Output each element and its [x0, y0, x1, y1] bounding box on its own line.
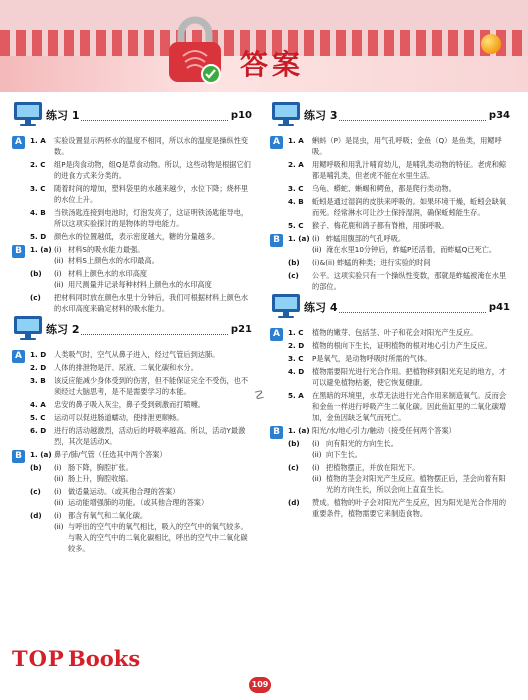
sub-answer	[54, 497, 252, 508]
sub-answer-label: (i)	[312, 439, 320, 448]
section-header	[12, 104, 252, 130]
section-tag-b: B	[12, 245, 25, 258]
question-number: 1. A	[30, 136, 46, 145]
answer-block	[270, 135, 510, 231]
sub-answer	[54, 486, 252, 497]
answer-block	[12, 135, 252, 242]
sub-answer-text: 都含有氧气和二氧化碳。	[68, 511, 148, 520]
sub-answer-text: 与呼出的空气中的氧气相比，吸入的空气中的氧气较多。与吸入的空气中的二氧化碳相比，呼出的空气中二氧化碳较多。	[68, 522, 248, 553]
question-number: (c)	[30, 293, 41, 302]
section-tag-a: A	[12, 350, 25, 363]
sub-answer-label: (ii)	[312, 450, 322, 459]
answer-text: 公平。这项实验只有一个操纵性变数，那就是蚱蜢被淹在水里的部位。	[312, 271, 507, 291]
orange-ball-icon	[481, 34, 501, 54]
answer-text: 当铁汤匙连接到电池时，灯泡发亮了，这证明铁汤匙能导电，所以这项实验探讨的是物体的导电能力。	[54, 208, 249, 228]
question-number: 1. (a)	[288, 234, 310, 243]
section-tag-b: B	[12, 450, 25, 463]
answer-item	[30, 183, 252, 205]
sub-answer-label: (ii)	[54, 280, 64, 289]
section-tag-a: A	[12, 136, 25, 149]
sub-answer	[54, 279, 252, 290]
question-number: (b)	[288, 258, 300, 267]
sub-answer	[54, 268, 252, 279]
topbooks-logo	[12, 642, 142, 682]
answer-text: 鼻子/肺/气管（任选其中两个答案）	[54, 450, 167, 459]
question-number: 1. C	[288, 328, 304, 337]
question-number: 2. C	[30, 160, 46, 169]
question-number: 1. A	[288, 136, 304, 145]
section-tag-b: B	[270, 234, 283, 247]
sub-answer-label: (i)	[54, 463, 62, 472]
question-number: 3. B	[30, 376, 46, 385]
sub-answer-label: (i)	[54, 511, 62, 520]
page-number: 109	[249, 677, 271, 693]
sub-answer	[54, 255, 252, 266]
question-number: 4. D	[288, 367, 305, 376]
answer-item	[288, 220, 510, 231]
answer-block	[12, 449, 252, 554]
sub-answer-text: 把植物摆正，并放在阳光下。	[326, 463, 420, 472]
answer-text: 植物的嫩芽、包括茎、叶子和花会对阳光产生反应。	[312, 328, 478, 337]
sub-answer-label: (ii)	[54, 256, 64, 265]
question-number: 5. C	[30, 413, 46, 422]
sub-answer-text: 肠上升，胸腔收缩。	[68, 474, 133, 483]
header-banner	[0, 0, 528, 92]
section-header	[270, 104, 510, 130]
answer-item	[30, 462, 252, 484]
answer-text: 该反应能减少身体受到的伤害，但不能保证完全不受伤，也不须经过大脑思考，是不是需要学习的本能。	[54, 376, 249, 396]
sub-answer	[312, 449, 510, 460]
answer-item	[30, 135, 252, 157]
answer-item	[30, 362, 252, 373]
sub-answer-text: 运动能增强肺的功能。（或其他合理的答案）	[68, 498, 209, 507]
sub-answer	[312, 473, 510, 495]
answer-text: 人体的排泄物是汗、尿液、二氧化碳和水分。	[54, 363, 198, 372]
answer-item	[30, 412, 252, 423]
answer-item	[30, 486, 252, 508]
sub-answer	[312, 438, 510, 449]
sub-answer-label: (i)	[312, 234, 320, 243]
question-number: 4. A	[30, 400, 46, 409]
sub-answer	[54, 510, 252, 521]
sub-answer-label: (ii)	[54, 522, 64, 531]
question-number: (c)	[288, 271, 299, 280]
sub-answer	[54, 473, 252, 484]
sub-answer-text: 蚱蜢用腹部的气孔呼吸。	[326, 234, 406, 243]
answer-text: 运动可以促进肠道蠕动，使排泄更顺畅。	[54, 413, 184, 422]
logo-top: TOP	[12, 646, 65, 671]
section-title: 练习 1	[46, 109, 80, 122]
section-page: p41	[488, 302, 510, 313]
answer-item	[288, 159, 510, 181]
section-title: 练习 2	[46, 323, 80, 336]
answer-item	[30, 449, 252, 460]
question-number: 5. C	[288, 221, 304, 230]
answer-text: 颜色水的位置越低，表示密度越大，糖的分量越多。	[54, 232, 220, 241]
answer-item	[30, 425, 252, 447]
question-number: 1. (a)	[288, 426, 310, 435]
question-number: 1. D	[30, 350, 47, 359]
question-number: 4. B	[288, 197, 304, 206]
question-number: 1. (a)	[30, 450, 52, 459]
question-number: 2. A	[288, 160, 304, 169]
answer-block	[12, 349, 252, 447]
answer-text: 实验设置显示两杯水的温度不相同，所以水的温度是操纵性变数。	[54, 136, 249, 156]
monitor-icon	[12, 100, 44, 128]
answer-item	[288, 366, 510, 388]
sub-answer-text: 材料S上颜色水的水印最高。	[68, 256, 159, 265]
answer-text: 蝌蚪（P）是昆虫，用气孔呼吸；金鱼（Q）是鱼类，用鳃呼吸。	[312, 136, 502, 156]
question-number: 3. C	[288, 354, 304, 363]
answer-item	[288, 196, 510, 218]
sub-answer	[54, 462, 252, 473]
question-number: 3. C	[288, 184, 304, 193]
padlock-icon	[163, 12, 227, 86]
question-number: 5. A	[288, 391, 304, 400]
sub-answer-text: 向有阳光的方向生长。	[326, 439, 398, 448]
sub-answer	[312, 233, 510, 244]
answer-item	[288, 135, 510, 157]
answer-item	[30, 510, 252, 554]
answer-text: 乌龟、蟒蛇、蜥蜴和鳄鱼，都是爬行类动物。	[312, 184, 456, 193]
page-title: 答案	[240, 48, 305, 81]
answer-item	[288, 497, 510, 519]
answer-item	[288, 270, 510, 292]
answer-item	[288, 257, 510, 268]
monitor-icon	[270, 292, 302, 320]
section-page: p10	[230, 110, 252, 121]
answer-text: P是氧气，是动物呼吸时所需的气体。	[312, 354, 432, 363]
answer-text: 进行的活动越激烈，活动后的呼吸率越高。所以，活动Y最激烈，其次是活动X。	[54, 426, 246, 446]
answer-item	[288, 233, 510, 255]
question-number: 2. D	[30, 363, 47, 372]
answer-text: 阳光/水/地心引力/触动（接受任何两个答案）	[312, 426, 456, 435]
answer-item	[288, 438, 510, 460]
answer-text: 蚯蚓是通过湿润的皮肤来呼吸的。如果环境干燥，蚯蚓会缺氧而死。经常淋水可让沙土保持湿润，确保蚯蚓能生存。	[312, 197, 507, 217]
answer-text: 组P是肉食动物，组Q是草食动物。所以，这些动物是根据它们的进食方式来分类的。	[54, 160, 251, 180]
answer-item	[288, 353, 510, 364]
question-number: 1. (a)	[30, 245, 52, 254]
question-number: (c)	[30, 487, 41, 496]
answer-item	[30, 207, 252, 229]
answer-text: (i)&(ii) 蚱蜢的种类；进行实验的时间	[312, 258, 431, 267]
logo-books: Books	[68, 646, 141, 671]
sub-answer-label: (ii)	[54, 474, 64, 483]
sub-answer-label: (ii)	[54, 498, 64, 507]
section-tag-a: A	[270, 328, 283, 341]
answer-item	[288, 425, 510, 436]
question-number: (d)	[288, 498, 300, 507]
answer-block	[270, 233, 510, 292]
sub-answer-text: 植物的茎会对阳光产生反应。植物摆正后，茎会向着有阳光的方向生长，所以会向上直直生长。	[326, 474, 506, 494]
question-number: 5. D	[30, 232, 47, 241]
sub-answer-label: (i)	[54, 269, 62, 278]
question-number: (c)	[288, 463, 299, 472]
section-tag-a: A	[270, 136, 283, 149]
sub-answer-label: (i)	[312, 463, 320, 472]
section-header	[12, 318, 252, 344]
answer-text: 植物需要阳光进行光合作用。把植物移到阳光充足的地方，才可以避免植物枯萎，使它恢复健康。	[312, 367, 507, 387]
sub-answer-text: 做适量运动。（或其他合理的答案）	[68, 487, 180, 496]
sub-answer-label: (i)	[54, 487, 62, 496]
sub-answer-text: 向下生长。	[326, 450, 362, 459]
answer-item	[288, 183, 510, 194]
answer-item	[288, 390, 510, 423]
answer-text: 把材料同时放在颜色水里十分钟后，我们可根据材料上颜色水的水印高度来确定材料的吸水能力。	[54, 293, 249, 313]
sub-answer	[54, 244, 252, 255]
answer-block	[270, 327, 510, 423]
answer-text: 在黑暗的环境里，水草无法进行光合作用来制造氧气。反而会和金鱼一样进行呼吸产生二氧化碳。因此鱼缸里的二氧化碳增加，金鱼因缺乏氧气而死亡。	[312, 391, 507, 422]
question-number: (b)	[288, 439, 300, 448]
question-number: 3. C	[30, 184, 46, 193]
section-header	[270, 296, 510, 322]
sub-answer-label: (i)	[54, 245, 62, 254]
sub-answer-text: 材料S的吸水能力最强。	[68, 245, 145, 254]
monitor-icon	[270, 100, 302, 128]
section-title: 练习 4	[304, 301, 338, 314]
answer-item	[30, 231, 252, 242]
answer-text: 植物的根向下生长，证明植物的根对地心引力产生反应。	[312, 341, 492, 350]
question-number: 2. D	[288, 341, 305, 350]
question-number: (b)	[30, 269, 42, 278]
question-number: (d)	[30, 511, 42, 520]
sub-answer-text: 材料上颜色水的水印高度	[68, 269, 148, 278]
answer-item	[30, 159, 252, 181]
answer-item	[30, 268, 252, 290]
section-page: p34	[488, 110, 510, 121]
answer-text: 人类吸气时，空气从鼻子进入，经过气管后到达肺。	[54, 350, 220, 359]
sub-answer-label: (ii)	[312, 474, 322, 483]
sub-answer-text: 淹在水里10分钟后，蚱蜢P还活着，而蚱蜢Q已死亡。	[326, 245, 497, 254]
answer-text: 用鳃呼吸和用乳汁哺育幼儿，是哺乳类动物的特征。老虎和鲸都是哺乳类，但老虎不能在水里生活。	[312, 160, 507, 180]
answer-item	[30, 244, 252, 266]
right-column	[270, 100, 510, 521]
scribble-icon: ☡	[254, 388, 265, 402]
answer-item	[30, 375, 252, 397]
question-number: 4. B	[30, 208, 46, 217]
section-tag-b: B	[270, 426, 283, 439]
answer-block	[12, 244, 252, 314]
question-number: 6. D	[30, 426, 47, 435]
sub-answer-text: 用尺测量并记录每种材料上颜色水的水印高度	[68, 280, 212, 289]
answer-item	[30, 349, 252, 360]
answer-text: 赞成。植物的叶子会对阳光产生反应，因为阳光是光合作用的重要条件，植物需要它来制造食物。	[312, 498, 507, 518]
answer-item	[30, 399, 252, 410]
sub-answer	[312, 244, 510, 255]
question-number: (b)	[30, 463, 42, 472]
answer-text: 忠安的鼻子吸入灰尘，鼻子受到刺激而打喷嚏。	[54, 400, 205, 409]
left-column	[12, 100, 252, 556]
answer-item	[288, 462, 510, 495]
sub-answer-text: 肠下降，胸腔扩张。	[68, 463, 133, 472]
sub-answer-label: (ii)	[312, 245, 322, 254]
answer-item	[288, 327, 510, 338]
sub-answer	[312, 462, 510, 473]
answer-text: 猴子、梅花鹿和鸽子都有脊椎，用肺呼吸。	[312, 221, 449, 230]
answer-block	[270, 425, 510, 519]
sub-answer	[54, 521, 252, 554]
monitor-icon	[12, 314, 44, 342]
answer-item	[30, 292, 252, 314]
answer-item	[288, 340, 510, 351]
section-title: 练习 3	[304, 109, 338, 122]
answer-text: 随着时间的增加，塑料袋里的水越来越少，水位下降；烧杯里的水位上升。	[54, 184, 249, 204]
section-page: p21	[230, 324, 252, 335]
